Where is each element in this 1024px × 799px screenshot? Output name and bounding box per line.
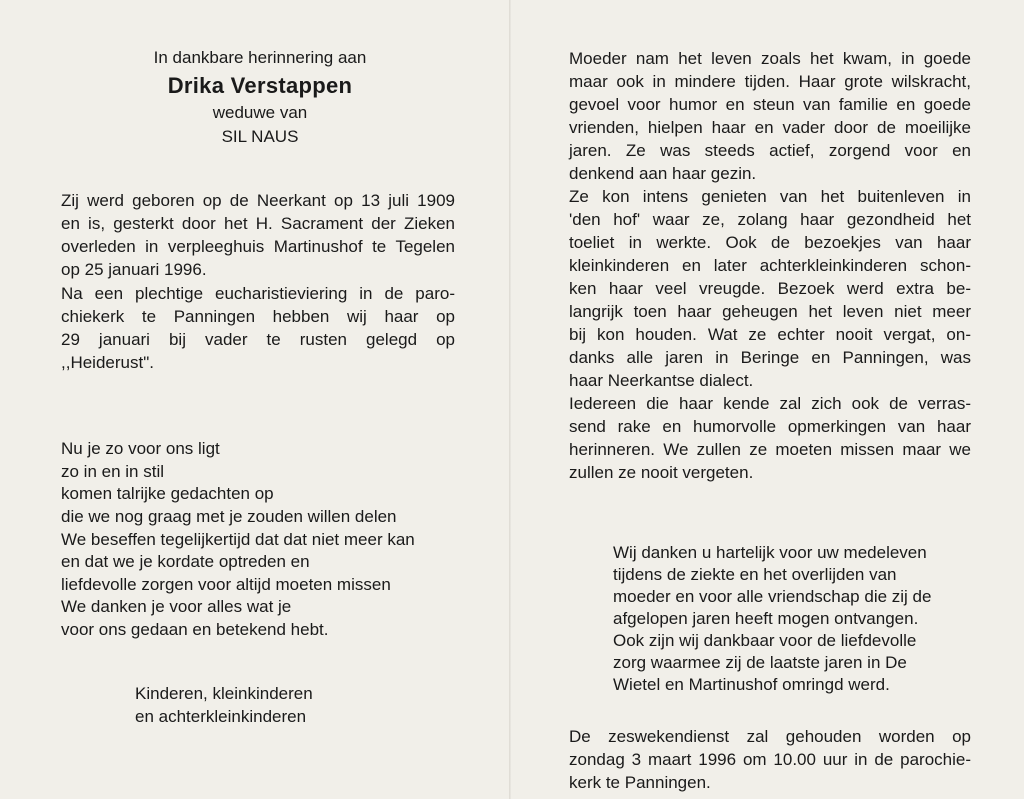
bio-line: op 25 januari 1996. (61, 260, 207, 279)
spouse-name: SIL NAUS (221, 127, 299, 146)
poem-line: liefdevolle zorgen voor altijd moeten missen (61, 575, 391, 594)
thanks-line: moeder en voor alle vriendschap die zij de (613, 587, 932, 606)
widow-of-text: weduwe van (212, 103, 308, 122)
story-line: haar Neerkantse dialect. (569, 371, 754, 390)
thanks-line: zorg waarmee zij de laatste jaren in De (613, 653, 907, 672)
thanks-line: tijdens de ziekte en het overlijden van (613, 565, 897, 584)
service-line: zondag 3 maart 1996 om 10.00 uur in de parochie- (569, 750, 971, 769)
thanks-line: Wij danken u hartelijk voor uw medeleven (613, 543, 927, 562)
story-line: gevoel voor humor en steun van familie en goede (569, 95, 971, 114)
service-line: De zeswekendienst zal gehouden worden op (569, 727, 971, 746)
story-line: bij kon houden. Wat ze echter nooit vergat, on- (569, 325, 971, 344)
story-line: langrijk toen haar geheugen het leven niet meer (569, 302, 971, 321)
bio-line: 29 januari bij vader te rusten gelegd op (61, 330, 455, 349)
story-line: vrienden, hielpen haar en vader door de moeilijke (569, 118, 971, 137)
story-line: send rake en humorvolle opmerkingen van haar (569, 417, 971, 436)
story-line: danks alle jaren in Beringe en Panningen, was (569, 348, 971, 367)
thanks-line: afgelopen jaren heeft mogen ontvangen. (613, 609, 919, 628)
thanks-line: Ook zijn wij dankbaar voor de liefdevolle (613, 631, 917, 650)
poem-line: We beseffen tegelijkertijd dat dat niet meer kan (61, 530, 415, 549)
story-line: toeliet in werkte. Ook de bezoekjes van haar (569, 233, 971, 252)
story-line: zullen ze nooit vergeten. (569, 463, 754, 482)
thanks-line: Wietel en Martinushof omringd werd. (613, 675, 890, 694)
poem-line: die we nog graag met je zouden willen delen (61, 507, 397, 526)
story-line: herinneren. We zullen ze moeten missen maar we (569, 440, 971, 459)
story-line: ken haar veel vreugde. Bezoek werd extra be- (569, 279, 971, 298)
bio-line: overleden in verpleeghuis Martinushof te Tegelen (61, 237, 455, 256)
story-line: 'den hof' waar ze, zolang haar gezondheid het (569, 210, 971, 229)
deceased-name: Drika Verstappen (167, 73, 353, 98)
story-line: denkend aan haar gezin. (569, 164, 757, 183)
bio-line: Zij werd geboren op de Neerkant op 13 juli 1909 (61, 191, 455, 210)
right-panel (511, 0, 1024, 799)
poem-line: zo in en in stil (61, 462, 164, 481)
poem-line: en dat we je kordate optreden en (61, 552, 310, 571)
story-line: kleinkinderen en later achterkleinkinderen schon- (569, 256, 971, 275)
bio-line: ,,Heiderust". (61, 353, 154, 372)
story-line: Iedereen die haar kende zal zich ook de verras- (569, 394, 971, 413)
intro-text: In dankbare herinnering aan (153, 48, 367, 67)
bio-line: chiekerk te Panningen hebben wij haar op (61, 307, 455, 326)
family-line: Kinderen, kleinkinderen (135, 684, 313, 703)
family-line: en achterkleinkinderen (135, 707, 307, 726)
bio-line: en is, gesterkt door het H. Sacrament der Zieken (61, 214, 455, 233)
bio-line: Na een plechtige eucharistieviering in de paro- (61, 284, 455, 303)
story-line: maar ook in mindere tijden. Haar grote wilskracht, (569, 72, 971, 91)
left-panel (0, 0, 509, 799)
poem-line: komen talrijke gedachten op (61, 484, 274, 503)
story-line: jaren. Ze was steeds actief, zorgend voor en (569, 141, 971, 160)
story-line: Ze kon intens genieten van het buitenleven in (569, 187, 971, 206)
poem-line: voor ons gedaan en betekend hebt. (61, 620, 329, 639)
poem-line: Nu je zo voor ons ligt (61, 439, 220, 458)
poem-line: We danken je voor alles wat je (61, 597, 292, 616)
story-line: Moeder nam het leven zoals het kwam, in goede (569, 49, 971, 68)
service-line: kerk te Panningen. (569, 773, 711, 792)
